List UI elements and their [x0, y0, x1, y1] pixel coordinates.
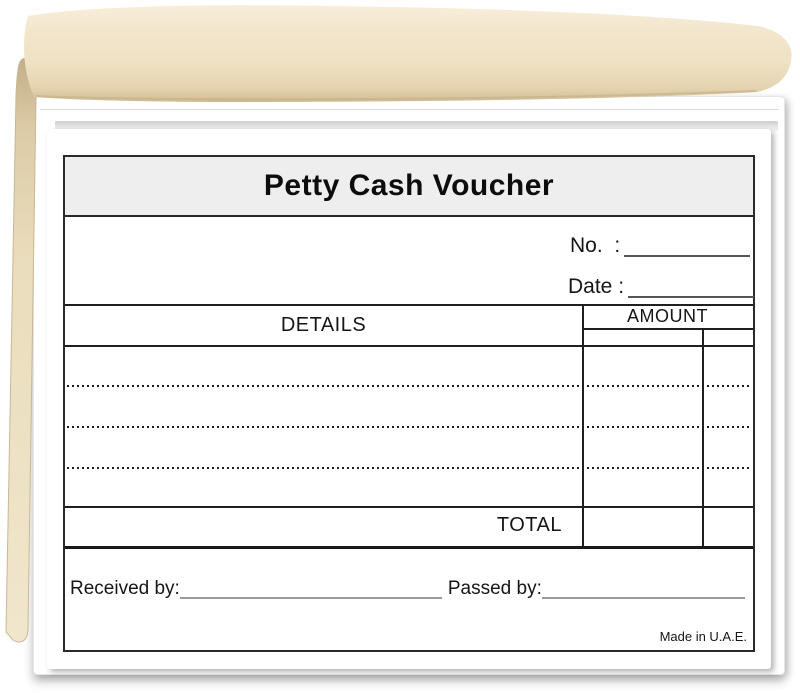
details-column-header: DETAILS	[280, 314, 367, 336]
passed-by-underline	[542, 583, 745, 599]
signature-row	[70, 578, 745, 599]
sheet-edge-line	[40, 109, 779, 110]
voucher-frame	[63, 155, 755, 652]
no-underline	[624, 239, 750, 257]
dotted-rule-1	[67, 385, 751, 387]
details-amount-divider-line	[582, 304, 584, 549]
voucher-title: Petty Cash Voucher	[263, 169, 555, 202]
received-by-label: Received by:	[70, 578, 180, 599]
voucher-title-bar	[65, 157, 753, 217]
amount-column-header: AMOUNT	[627, 306, 708, 326]
table-body-top-rule	[65, 345, 753, 347]
amount-subheader-rule	[582, 328, 753, 330]
total-row-top-rule	[65, 506, 753, 508]
passed-by-label: Passed by:	[447, 578, 542, 599]
date-field	[568, 276, 754, 298]
dotted-rule-3	[67, 467, 751, 469]
amount-subcolumn-divider-line	[702, 328, 704, 549]
no-label: No. :	[570, 234, 621, 257]
cover-left-edge	[6, 58, 36, 642]
no-field	[570, 235, 750, 257]
dotted-rule-2	[67, 426, 751, 428]
date-underline	[628, 280, 754, 298]
total-row-bottom-rule	[65, 546, 753, 549]
made-in-label: Made in U.A.E.	[659, 629, 747, 644]
received-by-underline	[180, 583, 442, 599]
total-label: TOTAL	[496, 514, 562, 536]
cover-roll	[24, 5, 792, 102]
date-label: Date :	[568, 275, 625, 298]
